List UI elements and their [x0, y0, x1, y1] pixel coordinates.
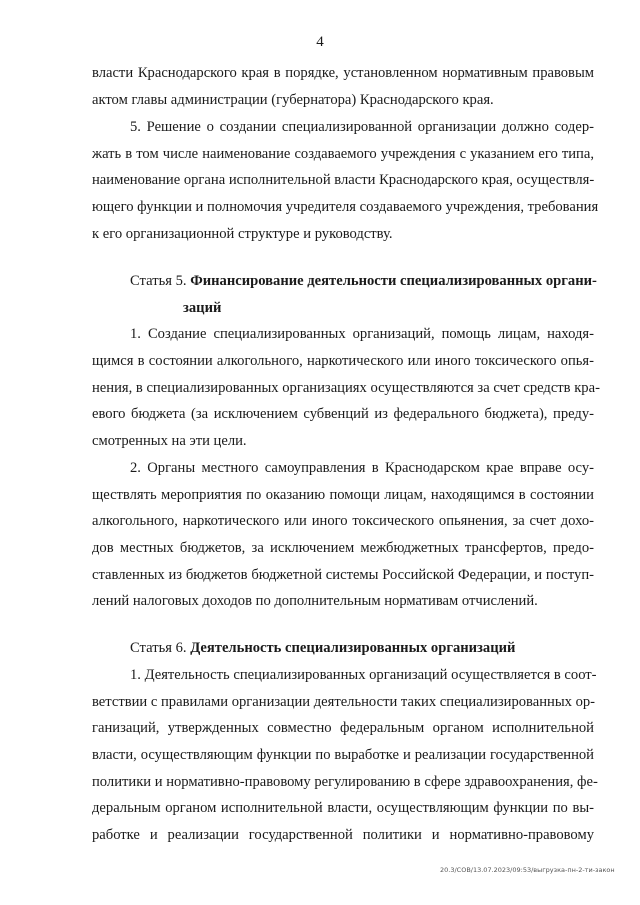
- text-line: наименование органа исполнительной власти Краснодарского края, осуществля-: [92, 172, 595, 188]
- text-line: евого бюджета (за исключением субвенций из федерального бюджета), преду-: [92, 406, 594, 422]
- text-line: ганизаций, утвержденных совместно федеральным органом исполнительной: [92, 720, 594, 736]
- text-line: лений налоговых доходов по дополнительным нормативам отчислений.: [92, 593, 538, 609]
- article-5-prefix: Статья 5.: [130, 273, 191, 289]
- text-line: 5. Решение о создании специализированной организации должно содер-: [130, 119, 594, 135]
- text-line: жать в том числе наименование создаваемого учреждения с указанием его типа,: [92, 146, 594, 162]
- text-line: работке и реализации государственной политики и нормативно-правовому: [92, 827, 594, 843]
- article-5-title: Финансирование деятельности специализированных органи-: [190, 273, 597, 289]
- text-line: деральным органом исполнительной власти, осуществляющим функции по вы-: [92, 800, 594, 816]
- article-6-prefix: Статья 6.: [130, 640, 191, 656]
- text-line: ющего функции и полномочия учредителя создаваемого учреждения, требования: [92, 199, 599, 215]
- text-line: к его организационной структуре и руководству.: [92, 226, 393, 242]
- text-line: алкогольного, наркотического или иного токсического опьянения, за счет дохо-: [92, 513, 594, 529]
- article-5-title-cont: заций: [183, 300, 222, 316]
- text-line: ветствии с правилами организации деятельности таких специализированных ор-: [92, 694, 596, 710]
- text-line: смотренных на эти цели.: [92, 433, 247, 449]
- text-line: щимся в состоянии алкогольного, наркотического или иного токсического опья-: [92, 353, 594, 369]
- article-6-heading: [130, 639, 515, 657]
- text-line: власти, осуществляющим функции по выработке и реализации государственной: [92, 747, 594, 763]
- text-line: дов местных бюджетов, за исключением межбюджетных трансфертов, предо-: [92, 540, 594, 556]
- article-6-title: Деятельность специализированных организаций: [190, 640, 516, 656]
- text-line: ставленных из бюджетов бюджетной системы Российской Федерации, и поступ-: [92, 567, 594, 583]
- article-5-heading: [130, 272, 597, 290]
- text-line: 2. Органы местного самоуправления в Краснодарском крае вправе осу-: [130, 460, 594, 476]
- text-line: нения, в специализированных организациях осуществляются за счет средств кра-: [92, 380, 600, 396]
- document-footer-stamp: 20.3/СОВ/13.07.2023/09:53/выгрузка-пн-2-ти-закон: [440, 866, 615, 874]
- text-line: 1. Деятельность специализированных организаций осуществляется в соот-: [130, 667, 597, 683]
- text-line: власти Краснодарского края в порядке, установленном нормативным правовым: [92, 65, 594, 81]
- page-number: 4: [316, 34, 324, 50]
- text-line: ществлять мероприятия по оказанию помощи лицам, находящимся в состоянии: [92, 487, 594, 503]
- article-5-heading-cont: [183, 299, 221, 317]
- text-line: 1. Создание специализированных организаций, помощь лицам, находя-: [130, 326, 594, 342]
- text-line: актом главы администрации (губернатора) Краснодарского края.: [92, 92, 494, 108]
- text-line: политики и нормативно-правовому регулированию в сфере здравоохранения, фе-: [92, 774, 598, 790]
